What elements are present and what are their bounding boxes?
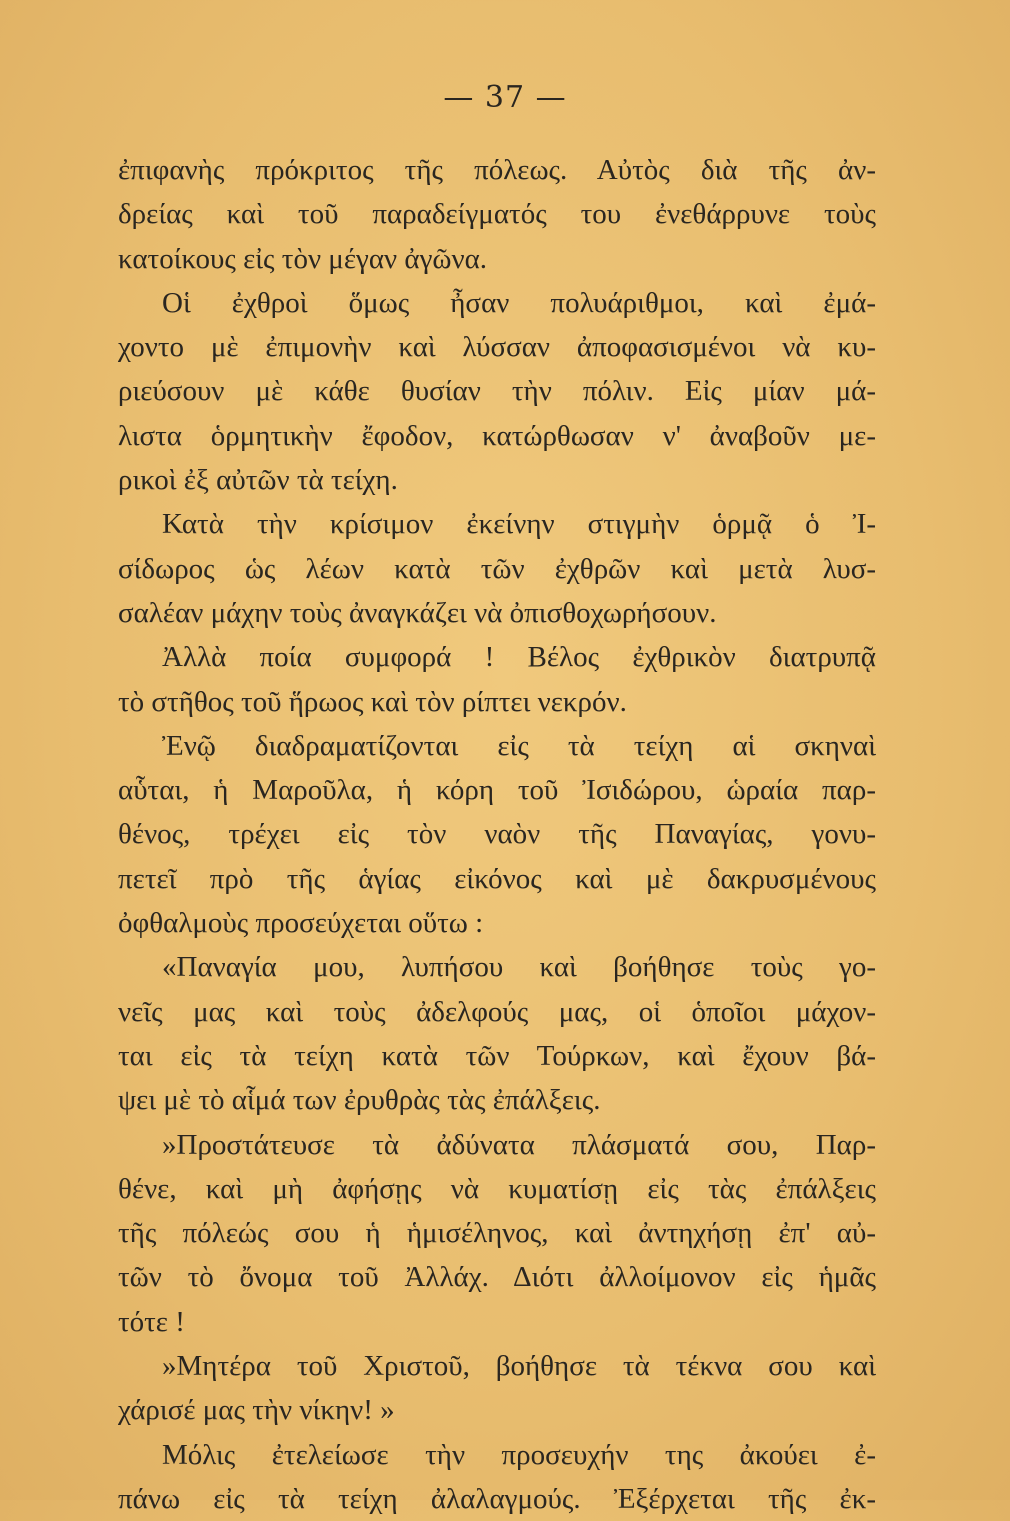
text-line: Κατὰ τὴν κρίσιμον ἐκείνην στιγμὴν ὁρμᾷ ὁ Ἰ- <box>162 508 876 541</box>
text-line: ὀφθαλμοὺς προσεύχεται οὕτω : <box>118 907 484 940</box>
text-line: θένε, καὶ μὴ ἀφήσῃς νὰ κυματίσῃ εἰς τὰς ἐπάλξεις <box>118 1172 876 1205</box>
text-line: τὸ στῆθος τοῦ ἥρωος καὶ τὸν ρίπτει νεκρόν. <box>118 685 627 718</box>
text-line: λιστα ὁρμητικὴν ἔφοδον, κατώρθωσαν ν' ἀναβοῦν με- <box>118 419 876 452</box>
text-line: τότε ! <box>118 1305 185 1338</box>
text-line: Ἀλλὰ ποία συμφορά ! Βέλος ἐχθρικὸν διατρυπᾷ <box>162 641 876 674</box>
text-line: Μόλις ἐτελείωσε τὴν προσευχήν της ἀκούει ἐ- <box>162 1438 876 1471</box>
text-line: ται εἰς τὰ τείχη κατὰ τῶν Τούρκων, καὶ ἔχουν βά- <box>118 1039 876 1072</box>
text-line: σαλέαν μάχην τοὺς ἀναγκάζει νὰ ὀπισθοχωρήσουν. <box>118 596 717 629</box>
text-line: πάνω εἰς τὰ τείχη ἀλαλαγμούς. Ἐξέρχεται τῆς ἐκ- <box>118 1482 876 1515</box>
text-line: ἐπιφανὴς πρόκριτος τῆς πόλεως. Αὐτὸς διὰ τῆς ἀν- <box>118 154 876 186</box>
text-line: νεῖς μας καὶ τοὺς ἀδελφούς μας, οἱ ὁποῖοι μάχον- <box>118 995 876 1028</box>
text-line: »Προστάτευσε τὰ ἀδύνατα πλάσματά σου, Παρ- <box>162 1128 876 1161</box>
text-line: »Μητέρα τοῦ Χριστοῦ, βοήθησε τὰ τέκνα σου καὶ <box>162 1350 876 1383</box>
text-line: ριεύσουν μὲ κάθε θυσίαν τὴν πόλιν. Εἰς μίαν μά- <box>118 375 876 408</box>
text-line: σίδωρος ὡς λέων κατὰ τῶν ἐχθρῶν καὶ μετὰ λυσ- <box>118 552 876 585</box>
text-line: «Παναγία μου, λυπήσου καὶ βοήθησε τοὺς γο- <box>162 951 876 984</box>
text-line: ψει μὲ τὸ αἷμά των ἐρυθρὰς τὰς ἐπάλξεις. <box>118 1084 601 1117</box>
text-line: χάρισέ μας τὴν νίκην! » <box>118 1394 395 1427</box>
text-line: Ἐνῷ διαδραματίζονται εἰς τὰ τείχη αἱ σκηναὶ <box>162 729 876 762</box>
text-line: δρείας καὶ τοῦ παραδείγματός του ἐνεθάρρυνε τοὺς <box>118 198 876 231</box>
text-line: τῶν τὸ ὄνομα τοῦ Ἀλλάχ. Διότι ἀλλοίμονον εἰς ἡμᾶς <box>118 1261 876 1294</box>
text-line: Οἱ ἐχθροὶ ὅμως ἦσαν πολυάριθμοι, καὶ ἐμά- <box>162 286 876 319</box>
text-line: τῆς πόλεώς σου ἡ ἡμισέληνος, καὶ ἀντηχήσῃ ἐπ' αὐ- <box>118 1217 876 1250</box>
body-text <box>118 148 876 1521</box>
text-line: πετεῖ πρὸ τῆς ἁγίας εἰκόνος καὶ μὲ δακρυσμένους <box>118 862 876 895</box>
text-line: κατοίκους εἰς τὸν μέγαν ἀγῶνα. <box>118 242 488 275</box>
text-line: αὗται, ἡ Μαροῦλα, ἡ κόρη τοῦ Ἰσιδώρου, ὡραία παρ- <box>118 774 876 807</box>
text-line: θένος, τρέχει εἰς τὸν ναὸν τῆς Παναγίας, γονυ- <box>118 818 876 851</box>
text-line: ρικοὶ ἐξ αὐτῶν τὰ τείχη. <box>118 464 398 497</box>
page-number: — 37 — <box>443 80 567 115</box>
text-line: χοντο μὲ ἐπιμονὴν καὶ λύσσαν ἀποφασισμένοι νὰ κυ- <box>118 331 876 364</box>
